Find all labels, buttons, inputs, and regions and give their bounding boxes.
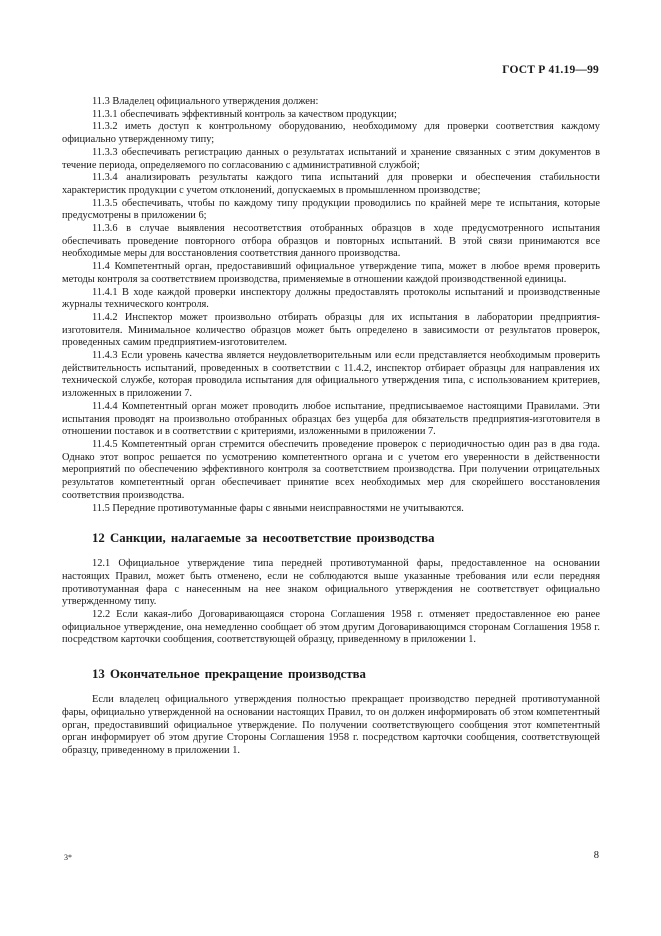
paragraph-11-3-5: 11.3.5 обеспечивать, чтобы по каждому типу продукции проводились по крайней мере те испытания, которые предусмотрены в приложении 6;: [62, 197, 600, 222]
paragraph-11-3-1: 11.3.1 обеспечивать эффективный контроль за качеством продукции;: [92, 108, 397, 120]
paragraph-11-3-3: 11.3.3 обеспечивать регистрацию данных о результатах испытаний и хранение связанных с этим документов в течение периода, определяемого по согласованию с административной службой;: [62, 146, 600, 171]
paragraph-12-1: 12.1 Официальное утверждение типа передней противотуманной фары, предоставленное на основании настоящих Правил, может быть отменено, если не соблюдаются выше указанные требования или если передняя противотуманная фара с нанесенным на нее знаком официального утверждения не соответствует официально утвержденному типу.: [62, 558, 600, 608]
paragraph-11-4-5: 11.4.5 Компетентный орган стремится обеспечить проведение проверок с периодичностью один раз в два года. Однако этот вопрос решается по усмотрению компетентного органа и с учетом его уверенности в действенности мероприятий по обеспечению эффективного контроля за соответствием производства. При получении отрицательных результатов компетентный орган обеспечивает принятие всех необходимых мер для скорейшего восстановления соответствия производства.: [62, 438, 600, 501]
paragraph-11-4-2: 11.4.2 Инспектор может произвольно отбирать образцы для их испытания в лаборатории предприятия-изготовителя. Минимальное количество образцов может быть определено в зависимости от результатов проверок, проведенных самим предприятием-изготовителем.: [62, 311, 600, 349]
document-body: [62, 96, 600, 758]
paragraph-11-5: 11.5 Передние противотуманные фары с явными неисправностями не учитываются.: [92, 502, 464, 514]
footnote-mark: 3*: [64, 853, 72, 862]
page-number: 8: [593, 850, 599, 861]
paragraph-11-4-1: 11.4.1 В ходе каждой проверки инспектору должны предоставлять протоколы испытаний и производственные журналы технического контроля.: [62, 286, 600, 311]
paragraph-11-3-6: 11.3.6 в случае выявления несоответствия отобранных образцов в ходе предусмотренного испытания обеспечивать проведение повторного отбора образцов и повторных испытаний. В этой связи принимаются все необходимые меры для восстановления соответствия данного производства.: [62, 223, 600, 260]
paragraph-11-4-3: 11.4.3 Если уровень качества является неудовлетворительным или если представляется необходимым проверить действительность испытаний, проведенных в соответствии с 11.4.2, инспектор отбирает образцы для направления их технической службе, которая проводила испытания для официального утверждения типа, с использованием критериев, изложенных в приложении 7.: [62, 350, 600, 400]
paragraph-11-3: 11.3 Владелец официального утверждения должен:: [92, 96, 319, 107]
section-13-heading: 13 Окончательное прекращение производства: [92, 667, 366, 682]
paragraph-11-4-4: 11.4.4 Компетентный орган может проводить любое испытание, предписываемое настоящими Правилами. Эти испытания проводят на произвольно отобранных образцах без ущерба для обязательств предприятия-изготовителя в отношении поставок и в соответствии с критериями, изложенными в приложении 7.: [62, 400, 600, 438]
paragraph-11-4: 11.4 Компетентный орган, предоставивший официальное утверждение типа, может в любое время проверить методы контроля за соответствием производства, применяемые в отношении каждой производственной единицы.: [62, 261, 600, 285]
paragraph-11-3-2: 11.3.2 иметь доступ к контрольному оборудованию, необходимому для проверки соответствия каждому официально утвержденному типу;: [62, 121, 600, 146]
paragraph-12-2: 12.2 Если какая-либо Договаривающаяся сторона Соглашения 1958 г. отменяет предоставленное ею ранее официальное утверждение, она немедленно сообщает об этом другим Договаривающимся сторонам Соглашения 1958 г. посредством карточки сообщения, соответствующей образцу, приведенному в приложении 1.: [62, 609, 600, 646]
section-12-heading: 12 Санкции, налагаемые за несоответствие производства: [92, 531, 435, 546]
paragraph-11-3-4: 11.3.4 анализировать результаты каждого типа испытаний для проверки и обеспечения стабильности характеристик продукции с учетом отклонений, допускаемых в промышленном производстве;: [62, 172, 600, 196]
paragraph-13: Если владелец официального утверждения полностью прекращает производство передней противотуманной фары, официально утвержденной на основании настоящих Правил, то он должен информировать об этом компетентный орган, предоставивший официальное утверждение. По получении соответствующего сообщения этот компетентный орган информирует об этом другие Стороны Соглашения 1958 г. посредством карточки сообщения, соответствующей образцу, приведенному в приложении 1.: [62, 694, 600, 756]
document-header: ГОСТ Р 41.19—99: [502, 64, 599, 76]
